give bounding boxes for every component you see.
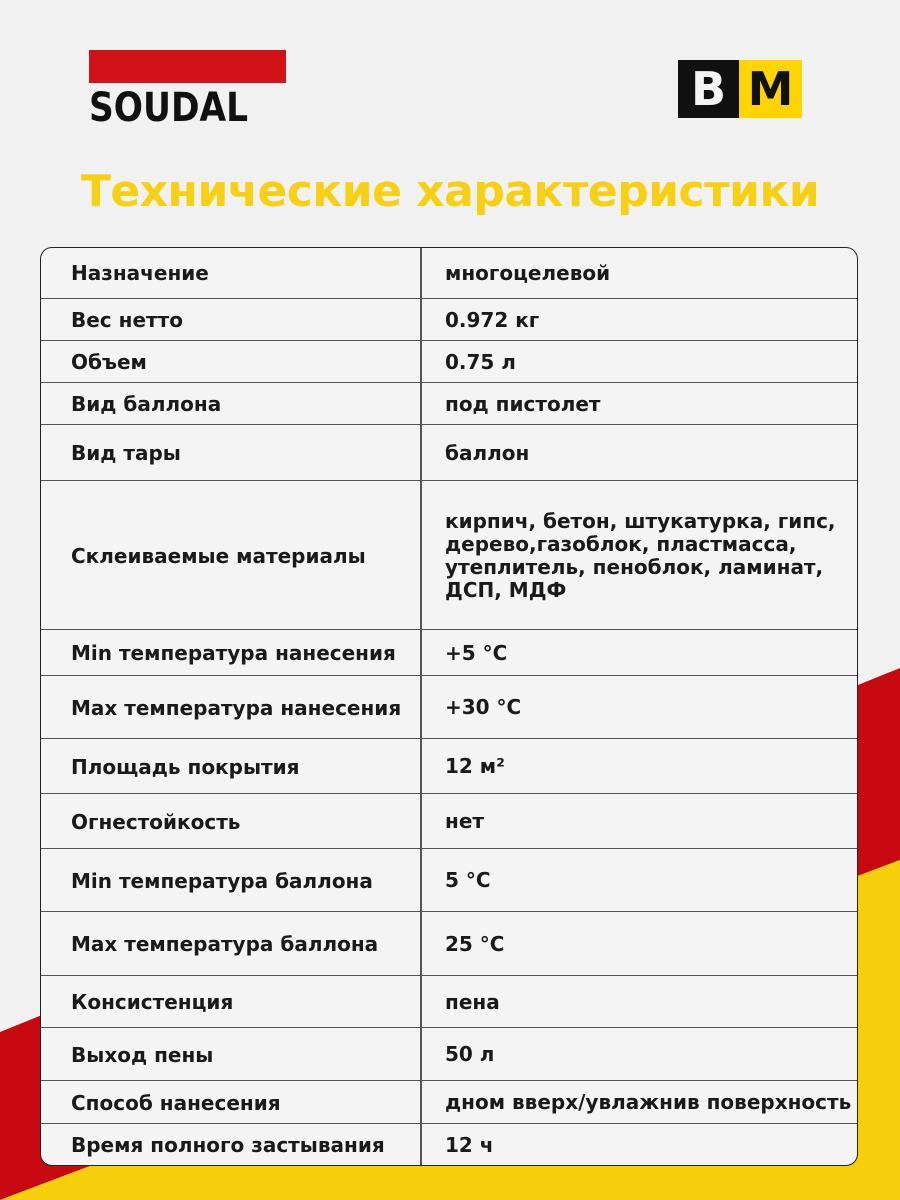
spec-row-can-type (41, 382, 857, 425)
spec-row-bonded-materials (41, 480, 857, 630)
spec-label: Способ нанесения (71, 1090, 281, 1115)
spec-row-package-type (41, 424, 857, 481)
spec-row-net-weight (41, 298, 857, 341)
soudal-logo-text: SOUDAL (89, 85, 249, 131)
spec-row-max-application-temp (41, 675, 857, 739)
spec-row-min-can-temp (41, 848, 857, 912)
spec-value: под пистолет (445, 391, 601, 416)
spec-value: многоцелевой (445, 260, 611, 285)
spec-value: нет (445, 809, 484, 833)
spec-row-fire-resistance (41, 793, 857, 849)
spec-value: баллон (445, 440, 530, 465)
spec-label: Назначение (71, 261, 209, 285)
spec-table (40, 247, 858, 1166)
spec-label: Вес нетто (71, 308, 183, 332)
bm-logo (678, 60, 802, 118)
bm-logo-m: M (739, 60, 802, 118)
spec-row-foam-yield (41, 1027, 857, 1081)
spec-row-max-can-temp (41, 911, 857, 976)
spec-label: Вид тары (71, 441, 181, 465)
spec-value: 50 л (445, 1042, 495, 1066)
spec-label: Min температура нанесения (71, 641, 396, 665)
spec-label: Склеиваемые материалы (71, 543, 366, 568)
spec-value: дном вверх/увлажнив поверхность (445, 1090, 852, 1114)
spec-label: Max температура баллона (71, 932, 379, 956)
spec-value: 0.75 л (445, 349, 516, 374)
spec-label: Огнестойкость (71, 809, 241, 834)
spec-row-volume (41, 340, 857, 383)
spec-value: +30 °C (445, 695, 522, 719)
spec-row-consistency (41, 975, 857, 1028)
spec-label: Объем (71, 350, 147, 374)
soudal-logo (89, 50, 286, 130)
spec-value: 5 °C (445, 868, 491, 892)
spec-value: кирпич, бетон, штукатурка, гипс, дерево,газоблок, пластмасса, утеплитель, пеноблок, ламинат, ДСП, МДФ (445, 508, 836, 602)
spec-row-min-application-temp (41, 629, 857, 676)
spec-value: 0.972 кг (445, 307, 540, 332)
spec-label: Время полного застывания (71, 1133, 385, 1157)
bm-logo-b: B (678, 60, 739, 118)
spec-value: пена (445, 989, 500, 1014)
spec-value: 12 м² (445, 754, 505, 778)
spec-label: Min температура баллона (71, 868, 373, 893)
spec-row-purpose (41, 248, 857, 298)
spec-row-full-cure-time (41, 1123, 857, 1166)
spec-value: +5 °C (445, 640, 508, 665)
page-title: Технические характеристики (80, 166, 820, 217)
spec-label: Консистенция (71, 990, 234, 1014)
spec-row-coverage-area (41, 738, 857, 794)
spec-label: Выход пены (71, 1042, 214, 1067)
spec-label: Площадь покрытия (71, 754, 300, 779)
spec-value: 12 ч (445, 1132, 494, 1157)
spec-label: Вид баллона (71, 392, 222, 416)
soudal-logo-red-bar (89, 50, 286, 83)
spec-value: 25 °C (445, 931, 505, 956)
spec-row-application-method (41, 1080, 857, 1124)
spec-label: Max температура нанесения (71, 695, 402, 720)
